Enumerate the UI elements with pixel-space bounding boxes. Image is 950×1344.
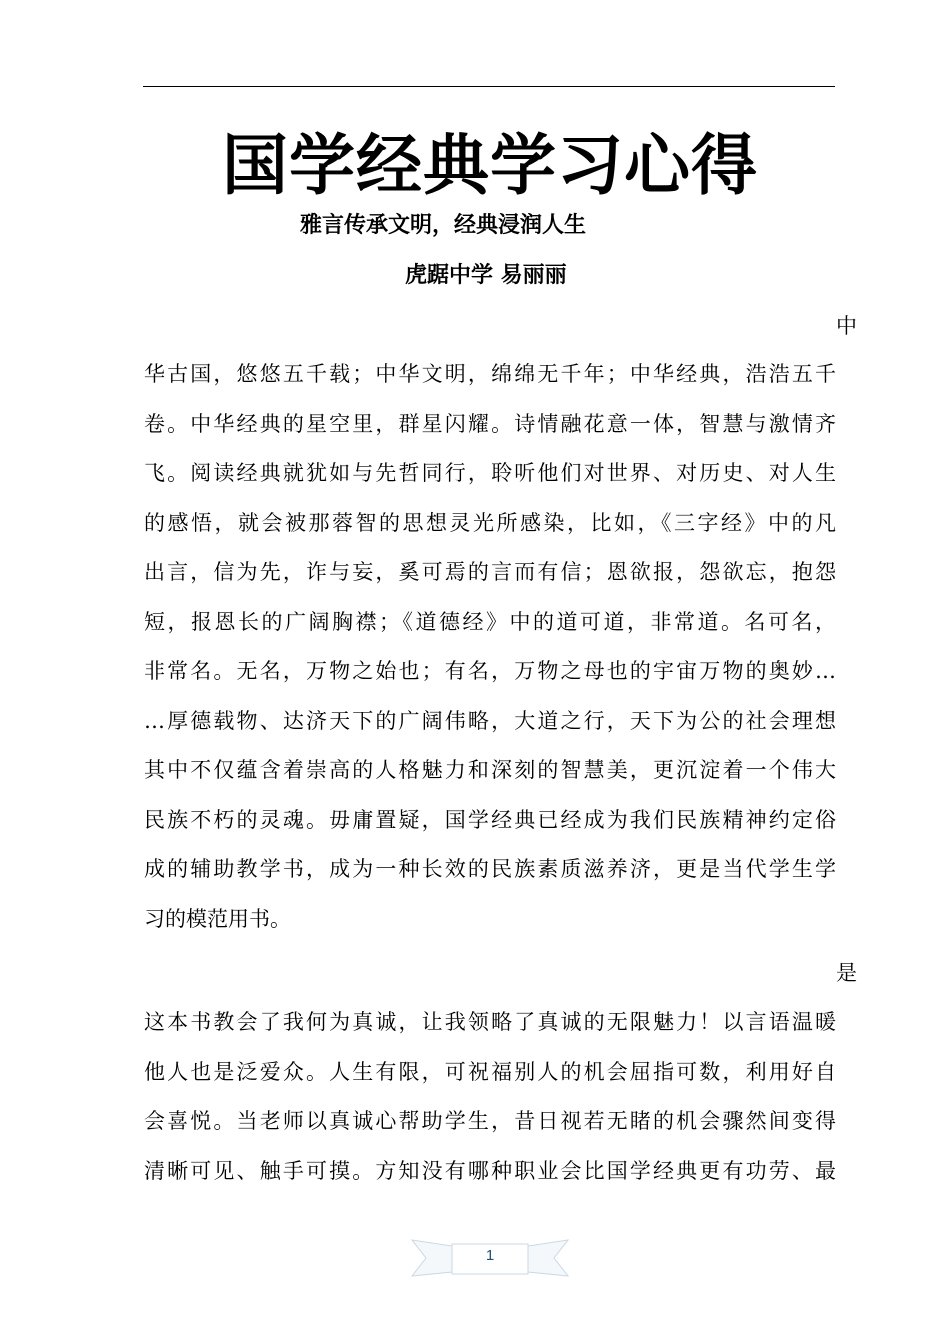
page-footer xyxy=(410,1236,570,1280)
header-rule xyxy=(143,86,835,87)
paragraph-1-first-char: 中 xyxy=(836,314,857,338)
author-line: 虎踞中学 易丽丽 xyxy=(405,263,567,288)
paragraph-1 xyxy=(144,350,836,944)
document-subtitle: 雅言传承文明，经典浸润人生 xyxy=(300,213,587,238)
paragraph-2-first-char: 是 xyxy=(836,961,857,985)
paragraph-line: 会喜悦。当老师以真诚心帮助学生，昔日视若无睹的机会骤然间变得 xyxy=(144,1109,836,1133)
document-title: 国学经典学习心得 xyxy=(222,127,758,204)
paragraph-line: 卷。中华经典的星空里，群星闪耀。诗情融花意一体，智慧与激情齐 xyxy=(144,411,836,436)
page-number: 1 xyxy=(485,1247,495,1264)
paragraph-line: 的感悟，就会被那蓉智的思想灵光所感染，比如，《三字经》中的凡 xyxy=(144,510,836,535)
paragraph-line: …厚德载物、达济天下的广阔伟略，大道之行，天下为公的社会理想 xyxy=(144,708,836,733)
paragraph-2 xyxy=(144,998,836,1196)
paragraph-line: 出言，信为先，诈与妄，奚可焉的言而有信；恩欲报，怨欲忘，抱怨 xyxy=(144,560,836,584)
paragraph-line: 华古国，悠悠五千载；中华文明，绵绵无千年；中华经典，浩浩五千 xyxy=(144,362,836,386)
paragraph-line: 飞。阅读经典就犹如与先哲同行，聆听他们对世界、对历史、对人生 xyxy=(144,461,836,485)
paragraph-line: 这本书教会了我何为真诚，让我领略了真诚的无限魅力！以言语温暖 xyxy=(144,1010,836,1034)
paragraph-line: 习的模范用书。 xyxy=(144,906,291,931)
paragraph-line: 其中不仅蕴含着崇高的人格魅力和深刻的智慧美，更沉淀着一个伟大 xyxy=(144,758,836,782)
paragraph-line: 民族不朽的灵魂。毋庸置疑，国学经典已经成为我们民族精神约定俗 xyxy=(144,807,836,832)
paragraph-line: 成的辅助教学书，成为一种长效的民族素质滋养济，更是当代学生学 xyxy=(144,857,836,881)
paragraph-line: 非常名。无名，万物之始也；有名，万物之母也的宇宙万物的奥妙… xyxy=(144,659,836,683)
paragraph-line: 清晰可见、触手可摸。方知没有哪种职业会比国学经典更有功劳、最 xyxy=(144,1158,836,1183)
paragraph-line: 他人也是泛爱众。人生有限，可祝福别人的机会屈指可数，利用好自 xyxy=(144,1059,836,1084)
paragraph-line: 短，报恩长的广阔胸襟；《道德经》中的道可道，非常道。名可名， xyxy=(144,609,836,634)
